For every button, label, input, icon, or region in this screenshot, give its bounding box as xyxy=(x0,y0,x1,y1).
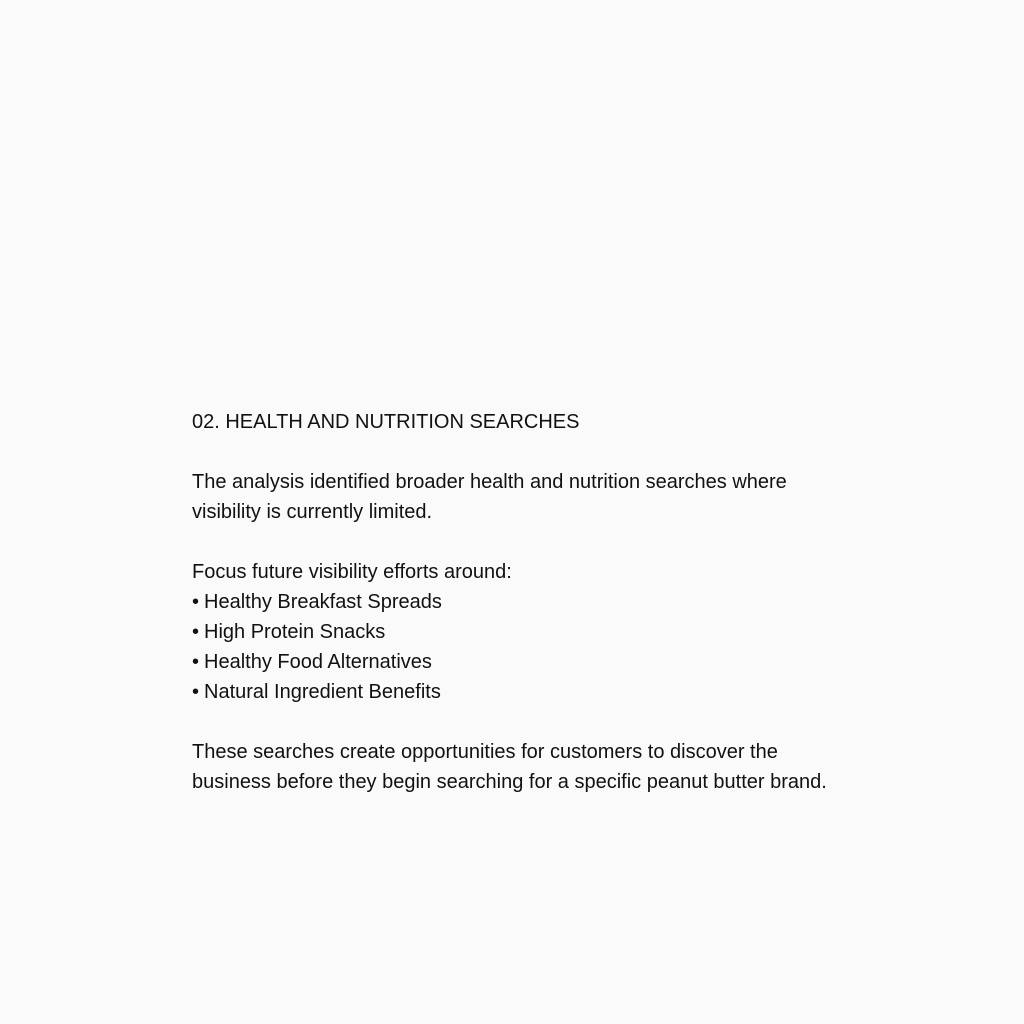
focus-lead-text: Focus future visibility efforts around: xyxy=(192,561,512,583)
bullet-glyph: • xyxy=(192,651,200,673)
list-item xyxy=(192,587,852,617)
intro-paragraph: The analysis identified broader health and nutrition searches where visibility is currently limited. xyxy=(192,471,787,523)
list-item xyxy=(192,647,852,677)
spacer xyxy=(192,437,852,467)
list-item-label: Healthy Breakfast Spreads xyxy=(204,591,442,613)
section-heading: 02. HEALTH AND NUTRITION SEARCHES xyxy=(192,411,580,433)
list-item-label: Natural Ingredient Benefits xyxy=(204,681,441,703)
list-item xyxy=(192,677,852,707)
closing-paragraph: These searches create opportunities for customers to discover the business before they begin searching for a specific peanut butter brand. xyxy=(192,741,827,793)
document-section xyxy=(192,407,852,797)
spacer xyxy=(192,707,852,737)
list-item-label: Healthy Food Alternatives xyxy=(204,651,432,673)
spacer xyxy=(192,527,852,557)
bullet-glyph: • xyxy=(192,621,200,643)
focus-list xyxy=(192,587,852,707)
bullet-glyph: • xyxy=(192,591,200,613)
list-item xyxy=(192,617,852,647)
list-item-label: High Protein Snacks xyxy=(204,621,386,643)
bullet-glyph: • xyxy=(192,681,200,703)
